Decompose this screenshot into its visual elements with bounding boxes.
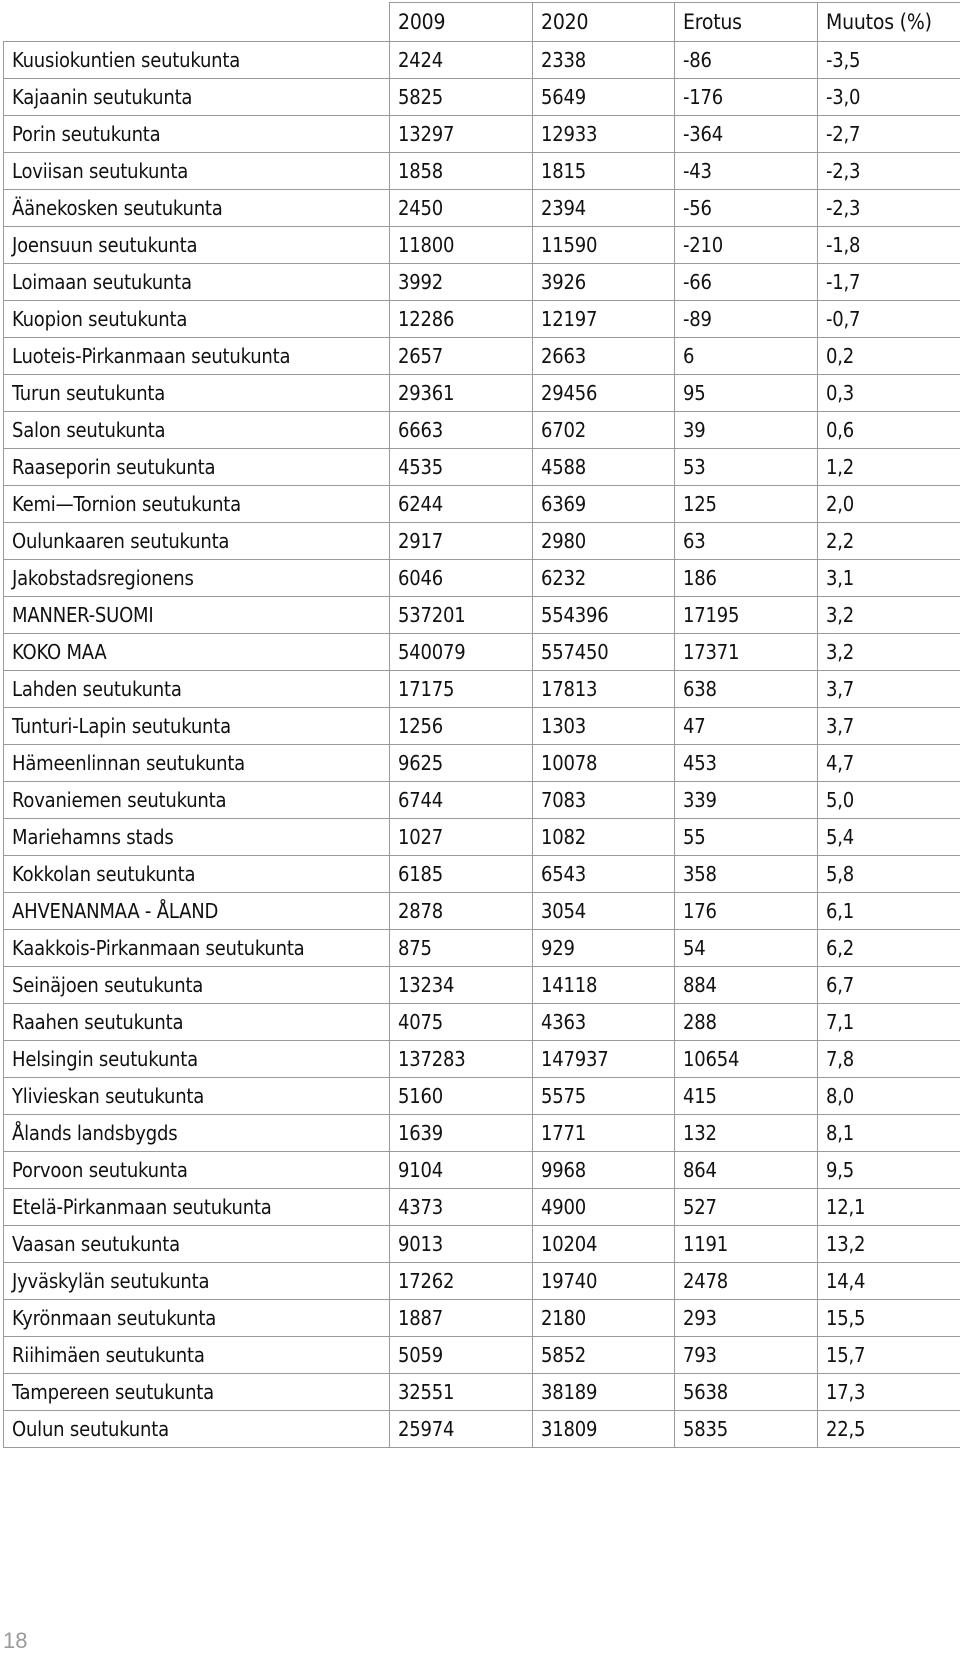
region-name-cell: Porin seutukunta	[4, 116, 390, 153]
value-2009-cell: 5825	[390, 79, 533, 116]
region-name-cell: Mariehamns stads	[4, 819, 390, 856]
change-percent-cell: 3,7	[818, 671, 960, 708]
value-2009-cell: 2450	[390, 190, 533, 227]
value-2020-cell: 31809	[533, 1411, 675, 1448]
difference-cell: 293	[675, 1300, 818, 1337]
change-percent-cell: 5,0	[818, 782, 960, 819]
change-percent-cell: 5,8	[818, 856, 960, 893]
region-name-cell: Salon seutukunta	[4, 412, 390, 449]
difference-cell: -176	[675, 79, 818, 116]
table-header	[4, 3, 960, 42]
value-2020-cell: 1303	[533, 708, 675, 745]
value-2009-cell: 9013	[390, 1226, 533, 1263]
difference-cell: 63	[675, 523, 818, 560]
region-name-cell: Raaseporin seutukunta	[4, 449, 390, 486]
region-name-cell: Loimaan seutukunta	[4, 264, 390, 301]
value-2009-cell: 4373	[390, 1189, 533, 1226]
change-percent-cell: 6,7	[818, 967, 960, 1004]
table-row	[4, 671, 960, 708]
value-2009-cell: 6185	[390, 856, 533, 893]
table-row	[4, 1263, 960, 1300]
value-2009-cell: 1639	[390, 1115, 533, 1152]
change-percent-cell: -2,3	[818, 153, 960, 190]
difference-cell: 39	[675, 412, 818, 449]
value-2020-cell: 38189	[533, 1374, 675, 1411]
region-name-cell: Lahden seutukunta	[4, 671, 390, 708]
difference-cell: -86	[675, 42, 818, 79]
region-name-cell: MANNER-SUOMI	[4, 597, 390, 634]
change-percent-cell: 1,2	[818, 449, 960, 486]
region-name-cell: Kuopion seutukunta	[4, 301, 390, 338]
table-row	[4, 1041, 960, 1078]
difference-cell: 415	[675, 1078, 818, 1115]
region-name-cell: Riihimäen seutukunta	[4, 1337, 390, 1374]
region-name-cell: Luoteis-Pirkanmaan seutukunta	[4, 338, 390, 375]
difference-cell: -66	[675, 264, 818, 301]
change-percent-cell: 3,1	[818, 560, 960, 597]
value-2009-cell: 9625	[390, 745, 533, 782]
value-2020-cell: 2338	[533, 42, 675, 79]
value-2020-cell: 6702	[533, 412, 675, 449]
region-name-cell: Helsingin seutukunta	[4, 1041, 390, 1078]
difference-cell: 864	[675, 1152, 818, 1189]
table-row	[4, 1078, 960, 1115]
value-2020-cell: 29456	[533, 375, 675, 412]
difference-cell: 453	[675, 745, 818, 782]
region-name-cell: Kemi—Tornion seutukunta	[4, 486, 390, 523]
difference-cell: 793	[675, 1337, 818, 1374]
difference-header: Erotus	[675, 3, 818, 42]
table-row	[4, 856, 960, 893]
difference-cell: 1191	[675, 1226, 818, 1263]
table-row	[4, 1337, 960, 1374]
difference-cell: -210	[675, 227, 818, 264]
table-row	[4, 264, 960, 301]
value-2020-cell: 4900	[533, 1189, 675, 1226]
table-row	[4, 301, 960, 338]
value-2020-cell: 12197	[533, 301, 675, 338]
value-2009-cell: 1027	[390, 819, 533, 856]
change-percent-cell: 7,8	[818, 1041, 960, 1078]
region-name-cell: Rovaniemen seutukunta	[4, 782, 390, 819]
table-row	[4, 116, 960, 153]
value-2009-cell: 2657	[390, 338, 533, 375]
value-2020-cell: 1815	[533, 153, 675, 190]
region-name-cell: Kokkolan seutukunta	[4, 856, 390, 893]
region-name-cell: Äänekosken seutukunta	[4, 190, 390, 227]
table-row	[4, 1374, 960, 1411]
table-row	[4, 893, 960, 930]
value-2020-cell: 2663	[533, 338, 675, 375]
difference-cell: 176	[675, 893, 818, 930]
value-2009-cell: 6744	[390, 782, 533, 819]
value-2009-cell: 1887	[390, 1300, 533, 1337]
value-2009-cell: 1256	[390, 708, 533, 745]
value-2009-cell: 29361	[390, 375, 533, 412]
change-percent-cell: 7,1	[818, 1004, 960, 1041]
region-name-cell: Loviisan seutukunta	[4, 153, 390, 190]
table-row	[4, 1115, 960, 1152]
region-name-cell: Porvoon seutukunta	[4, 1152, 390, 1189]
change-percent-cell: 22,5	[818, 1411, 960, 1448]
value-2020-cell: 9968	[533, 1152, 675, 1189]
change-percent-header: Muutos (%)	[818, 3, 960, 42]
region-name-cell: Kyrönmaan seutukunta	[4, 1300, 390, 1337]
difference-cell: 5638	[675, 1374, 818, 1411]
region-name-cell: Raahen seutukunta	[4, 1004, 390, 1041]
value-2020-cell: 1082	[533, 819, 675, 856]
difference-cell: 54	[675, 930, 818, 967]
region-name-cell: Jyväskylän seutukunta	[4, 1263, 390, 1300]
value-2009-cell: 540079	[390, 634, 533, 671]
region-name-cell: KOKO MAA	[4, 634, 390, 671]
value-2009-cell: 2424	[390, 42, 533, 79]
difference-cell: 358	[675, 856, 818, 893]
change-percent-cell: 8,0	[818, 1078, 960, 1115]
value-2020-cell: 2394	[533, 190, 675, 227]
change-percent-cell: 5,4	[818, 819, 960, 856]
value-2009-cell: 2917	[390, 523, 533, 560]
change-percent-cell: 9,5	[818, 1152, 960, 1189]
change-percent-cell: 2,2	[818, 523, 960, 560]
year-2020-header: 2020	[533, 3, 675, 42]
value-2020-cell: 17813	[533, 671, 675, 708]
table-row	[4, 1226, 960, 1263]
difference-cell: 5835	[675, 1411, 818, 1448]
difference-cell: 47	[675, 708, 818, 745]
data-table	[3, 2, 960, 1448]
difference-cell: 53	[675, 449, 818, 486]
table-row	[4, 782, 960, 819]
value-2020-cell: 5575	[533, 1078, 675, 1115]
value-2020-cell: 4588	[533, 449, 675, 486]
difference-cell: 288	[675, 1004, 818, 1041]
table-row	[4, 375, 960, 412]
value-2020-cell: 929	[533, 930, 675, 967]
value-2020-cell: 1771	[533, 1115, 675, 1152]
change-percent-cell: 4,7	[818, 745, 960, 782]
region-name-cell: Turun seutukunta	[4, 375, 390, 412]
value-2009-cell: 137283	[390, 1041, 533, 1078]
region-header	[4, 3, 390, 42]
difference-cell: -364	[675, 116, 818, 153]
change-percent-cell: 0,3	[818, 375, 960, 412]
value-2020-cell: 5649	[533, 79, 675, 116]
region-name-cell: Ylivieskan seutukunta	[4, 1078, 390, 1115]
table-body	[4, 42, 960, 1448]
change-percent-cell: 15,5	[818, 1300, 960, 1337]
change-percent-cell: 3,2	[818, 634, 960, 671]
table-row	[4, 597, 960, 634]
region-name-cell: Seinäjoen seutukunta	[4, 967, 390, 1004]
difference-cell: 884	[675, 967, 818, 1004]
value-2009-cell: 9104	[390, 1152, 533, 1189]
change-percent-cell: -1,7	[818, 264, 960, 301]
difference-cell: 17195	[675, 597, 818, 634]
value-2020-cell: 5852	[533, 1337, 675, 1374]
value-2009-cell: 4535	[390, 449, 533, 486]
difference-cell: 125	[675, 486, 818, 523]
data-table-container	[3, 2, 960, 1448]
value-2009-cell: 17175	[390, 671, 533, 708]
table-row	[4, 1411, 960, 1448]
table-row	[4, 1004, 960, 1041]
change-percent-cell: 3,7	[818, 708, 960, 745]
difference-cell: -89	[675, 301, 818, 338]
value-2020-cell: 19740	[533, 1263, 675, 1300]
value-2009-cell: 25974	[390, 1411, 533, 1448]
table-row	[4, 560, 960, 597]
value-2009-cell: 2878	[390, 893, 533, 930]
table-row	[4, 967, 960, 1004]
table-row	[4, 227, 960, 264]
table-row	[4, 1300, 960, 1337]
value-2009-cell: 32551	[390, 1374, 533, 1411]
page-number: 18	[3, 1628, 28, 1653]
change-percent-cell: 17,3	[818, 1374, 960, 1411]
value-2009-cell: 4075	[390, 1004, 533, 1041]
region-name-cell: Etelä-Pirkanmaan seutukunta	[4, 1189, 390, 1226]
difference-cell: 95	[675, 375, 818, 412]
change-percent-cell: 8,1	[818, 1115, 960, 1152]
value-2009-cell: 12286	[390, 301, 533, 338]
value-2020-cell: 7083	[533, 782, 675, 819]
difference-cell: 527	[675, 1189, 818, 1226]
value-2009-cell: 13234	[390, 967, 533, 1004]
value-2009-cell: 13297	[390, 116, 533, 153]
region-name-cell: Hämeenlinnan seutukunta	[4, 745, 390, 782]
value-2020-cell: 554396	[533, 597, 675, 634]
difference-cell: -43	[675, 153, 818, 190]
value-2020-cell: 10204	[533, 1226, 675, 1263]
table-row	[4, 523, 960, 560]
value-2009-cell: 875	[390, 930, 533, 967]
change-percent-cell: -3,5	[818, 42, 960, 79]
region-name-cell: Tunturi-Lapin seutukunta	[4, 708, 390, 745]
change-percent-cell: -0,7	[818, 301, 960, 338]
table-row	[4, 79, 960, 116]
change-percent-cell: 0,6	[818, 412, 960, 449]
region-name-cell: AHVENANMAA - ÅLAND	[4, 893, 390, 930]
table-row	[4, 449, 960, 486]
change-percent-cell: 3,2	[818, 597, 960, 634]
region-name-cell: Jakobstadsregionens	[4, 560, 390, 597]
region-name-cell: Kajaanin seutukunta	[4, 79, 390, 116]
value-2009-cell: 537201	[390, 597, 533, 634]
change-percent-cell: 2,0	[818, 486, 960, 523]
change-percent-cell: 14,4	[818, 1263, 960, 1300]
difference-cell: 132	[675, 1115, 818, 1152]
value-2009-cell: 6244	[390, 486, 533, 523]
region-name-cell: Ålands landsbygds	[4, 1115, 390, 1152]
value-2009-cell: 11800	[390, 227, 533, 264]
table-row	[4, 42, 960, 79]
value-2020-cell: 6543	[533, 856, 675, 893]
value-2020-cell: 3926	[533, 264, 675, 301]
value-2020-cell: 2180	[533, 1300, 675, 1337]
header-row	[4, 3, 960, 42]
table-row	[4, 486, 960, 523]
region-name-cell: Joensuun seutukunta	[4, 227, 390, 264]
region-name-cell: Kuusiokuntien seutukunta	[4, 42, 390, 79]
value-2020-cell: 14118	[533, 967, 675, 1004]
change-percent-cell: 15,7	[818, 1337, 960, 1374]
value-2020-cell: 12933	[533, 116, 675, 153]
value-2009-cell: 1858	[390, 153, 533, 190]
region-name-cell: Vaasan seutukunta	[4, 1226, 390, 1263]
change-percent-cell: -1,8	[818, 227, 960, 264]
table-row	[4, 634, 960, 671]
difference-cell: 6	[675, 338, 818, 375]
region-name-cell: Tampereen seutukunta	[4, 1374, 390, 1411]
value-2020-cell: 147937	[533, 1041, 675, 1078]
table-row	[4, 190, 960, 227]
year-2009-header: 2009	[390, 3, 533, 42]
change-percent-cell: 6,2	[818, 930, 960, 967]
value-2009-cell: 17262	[390, 1263, 533, 1300]
value-2009-cell: 5160	[390, 1078, 533, 1115]
value-2009-cell: 6663	[390, 412, 533, 449]
value-2009-cell: 3992	[390, 264, 533, 301]
change-percent-cell: 6,1	[818, 893, 960, 930]
change-percent-cell: -2,3	[818, 190, 960, 227]
change-percent-cell: 0,2	[818, 338, 960, 375]
value-2020-cell: 3054	[533, 893, 675, 930]
table-row	[4, 708, 960, 745]
table-row	[4, 745, 960, 782]
table-row	[4, 153, 960, 190]
difference-cell: 186	[675, 560, 818, 597]
table-row	[4, 930, 960, 967]
value-2009-cell: 5059	[390, 1337, 533, 1374]
table-row	[4, 1152, 960, 1189]
difference-cell: 55	[675, 819, 818, 856]
table-row	[4, 412, 960, 449]
value-2020-cell: 557450	[533, 634, 675, 671]
value-2009-cell: 6046	[390, 560, 533, 597]
difference-cell: 10654	[675, 1041, 818, 1078]
table-row	[4, 338, 960, 375]
difference-cell: 2478	[675, 1263, 818, 1300]
difference-cell: 339	[675, 782, 818, 819]
table-row	[4, 819, 960, 856]
change-percent-cell: 12,1	[818, 1189, 960, 1226]
difference-cell: 638	[675, 671, 818, 708]
difference-cell: 17371	[675, 634, 818, 671]
value-2020-cell: 6369	[533, 486, 675, 523]
change-percent-cell: 13,2	[818, 1226, 960, 1263]
table-row	[4, 1189, 960, 1226]
value-2020-cell: 4363	[533, 1004, 675, 1041]
change-percent-cell: -2,7	[818, 116, 960, 153]
region-name-cell: Oulun seutukunta	[4, 1411, 390, 1448]
value-2020-cell: 2980	[533, 523, 675, 560]
region-name-cell: Kaakkois-Pirkanmaan seutukunta	[4, 930, 390, 967]
value-2020-cell: 10078	[533, 745, 675, 782]
region-name-cell: Oulunkaaren seutukunta	[4, 523, 390, 560]
difference-cell: -56	[675, 190, 818, 227]
change-percent-cell: -3,0	[818, 79, 960, 116]
value-2020-cell: 6232	[533, 560, 675, 597]
value-2020-cell: 11590	[533, 227, 675, 264]
